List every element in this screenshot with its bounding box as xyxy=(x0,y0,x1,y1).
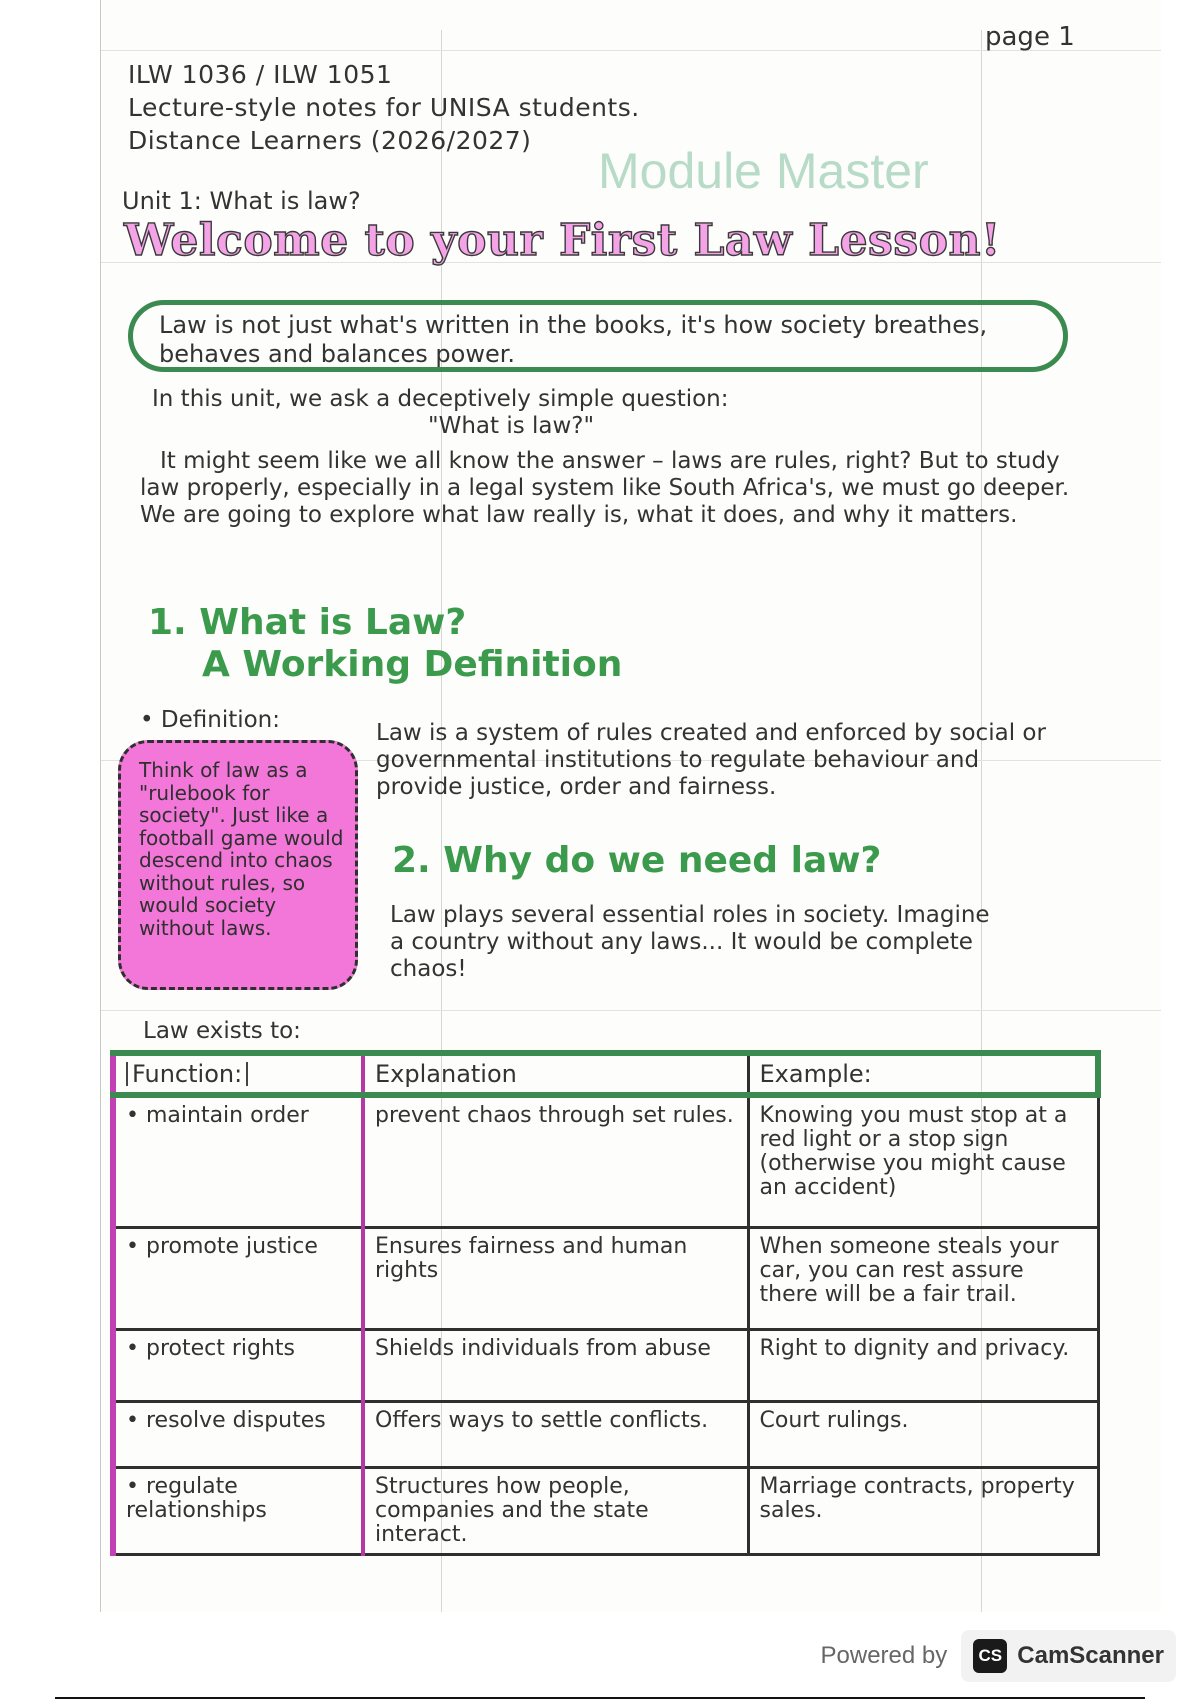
intro-question: "What is law?" xyxy=(428,413,595,439)
example-cell: When someone steals your car, you can rest assure there will be a fair trail. xyxy=(748,1227,1098,1329)
header-subtitle: Lecture-style notes for UNISA students. xyxy=(128,93,640,122)
explanation-cell: prevent chaos through set rules. xyxy=(363,1095,748,1227)
grid-guide xyxy=(101,1010,1161,1011)
example-cell: Court rulings. xyxy=(748,1401,1098,1467)
law-exists-label: Law exists to: xyxy=(143,1018,301,1044)
section1-title-line1: 1. What is Law? xyxy=(148,602,467,643)
scanner-footer xyxy=(821,1629,1176,1683)
function-cell: • resolve disputes xyxy=(113,1401,363,1467)
bullet-dot-icon: • xyxy=(126,1407,146,1433)
section2-text: Law plays several essential roles in society. Imagine a country without any laws... It would be complete chaos! xyxy=(390,902,990,982)
bullet-dot-icon: • xyxy=(126,1233,146,1259)
table-header-cell: Example: xyxy=(748,1053,1098,1095)
definition-text: Law is a system of rules created and enforced by social or governmental institutions to regulate behaviour and provide justice, order and fairness. xyxy=(376,720,1046,800)
table-row xyxy=(113,1329,1098,1401)
definition-label: • Definition: xyxy=(140,707,281,733)
quote-box xyxy=(128,300,1068,372)
page-number: page 1 xyxy=(985,22,1075,52)
camscanner-badge[interactable] xyxy=(961,1630,1176,1682)
function-cell: • protect rights xyxy=(113,1329,363,1401)
explanation-cell: Structures how people, companies and the state interact. xyxy=(363,1467,748,1554)
explanation-cell: Shields individuals from abuse xyxy=(363,1329,748,1401)
bullet-dot-icon: • xyxy=(140,707,161,733)
section1-title-line2: A Working Definition xyxy=(202,644,623,685)
example-cell: Knowing you must stop at a red light or a stop sign (otherwise you might cause an accident) xyxy=(748,1095,1098,1227)
intro-line: In this unit, we ask a deceptively simple question: xyxy=(152,386,729,412)
callout-box xyxy=(118,740,358,990)
function-cell: • regulate relationships xyxy=(113,1467,363,1554)
bullet-dot-icon: • xyxy=(126,1335,146,1361)
callout-text: Think of law as a "rulebook for society". Just like a football game would descend into chaos without rules, so would society without laws. xyxy=(139,758,344,940)
main-title: Welcome to your First Law Lesson! xyxy=(124,215,1001,266)
camscanner-logo-icon: CS xyxy=(973,1639,1007,1673)
section2-title: 2. Why do we need law? xyxy=(392,840,882,881)
table-row xyxy=(113,1095,1098,1227)
section1-title xyxy=(148,602,622,686)
example-cell: Right to dignity and privacy. xyxy=(748,1329,1098,1401)
bullet-dot-icon: • xyxy=(126,1473,146,1499)
table-header-cell: Function: xyxy=(113,1053,363,1095)
powered-by-label: Powered by xyxy=(820,1642,948,1669)
unit-label: Unit 1: What is law? xyxy=(122,187,361,215)
explanation-cell: Offers ways to settle conflicts. xyxy=(363,1401,748,1467)
explanation-cell: Ensures fairness and human rights xyxy=(363,1227,748,1329)
table-header-row xyxy=(113,1053,1098,1095)
table-row xyxy=(113,1401,1098,1467)
table-row xyxy=(113,1467,1098,1554)
watermark: Module Master xyxy=(598,143,929,199)
bottom-divider xyxy=(55,1697,1145,1699)
camscanner-brand: CamScanner xyxy=(1017,1642,1164,1669)
functions-table xyxy=(110,1050,1101,1556)
function-cell: • maintain order xyxy=(113,1095,363,1227)
bullet-dot-icon: • xyxy=(126,1103,146,1128)
example-cell: Marriage contracts, property sales. xyxy=(748,1467,1098,1554)
function-cell: • promote justice xyxy=(113,1227,363,1329)
table-header-cell: Explanation xyxy=(363,1053,748,1095)
intro-paragraph: It might seem like we all know the answer – laws are rules, right? But to study law properly, especially in a legal system like South Africa's, we must go deeper. We are going to explore what law really is, what it does, and why it matters. xyxy=(140,448,1070,528)
quote-text: Law is not just what's written in the books, it's how society breathes, behaves and balances power. xyxy=(159,311,988,368)
table-row xyxy=(113,1227,1098,1329)
header-audience: Distance Learners (2026/2027) xyxy=(128,126,532,155)
course-codes: ILW 1036 / ILW 1051 xyxy=(128,60,393,89)
